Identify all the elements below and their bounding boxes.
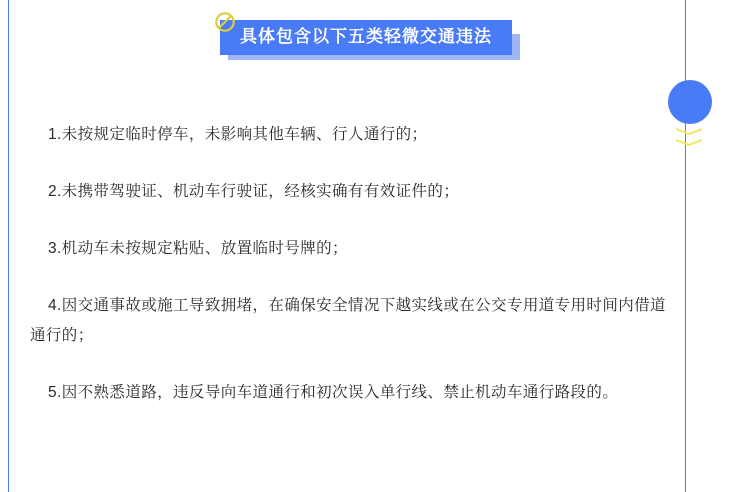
circle-decoration	[668, 80, 712, 124]
page-title: 具体包含以下五类轻微交通违法	[220, 20, 512, 55]
header	[0, 20, 732, 55]
header-inner	[220, 20, 512, 55]
chevron-down-icon-2	[676, 139, 702, 146]
left-vertical-rule	[8, 0, 9, 492]
content-list	[30, 120, 672, 408]
list-item: 5.因不熟悉道路，违反导向车道通行和初次误入单行线、禁止机动车通行路段的。	[48, 384, 619, 401]
chevron-down-icon-1	[676, 128, 702, 135]
prohibition-icon	[214, 11, 236, 33]
list-item: 2.未携带驾驶证、机动车行驶证，经核实确有有效证件的；	[48, 183, 460, 200]
list-item: 1.未按规定临时停车，未影响其他车辆、行人通行的；	[48, 126, 428, 143]
right-vertical-rule	[685, 0, 686, 492]
list-item: 3.机动车未按规定粘贴、放置临时号牌的；	[48, 240, 348, 257]
chevron-down-icon	[676, 128, 702, 150]
list-item: 4.因交通事故或施工导致拥堵，在确保安全情况下越实线或在公交专用道专用时间内借道通行的；	[30, 297, 666, 344]
